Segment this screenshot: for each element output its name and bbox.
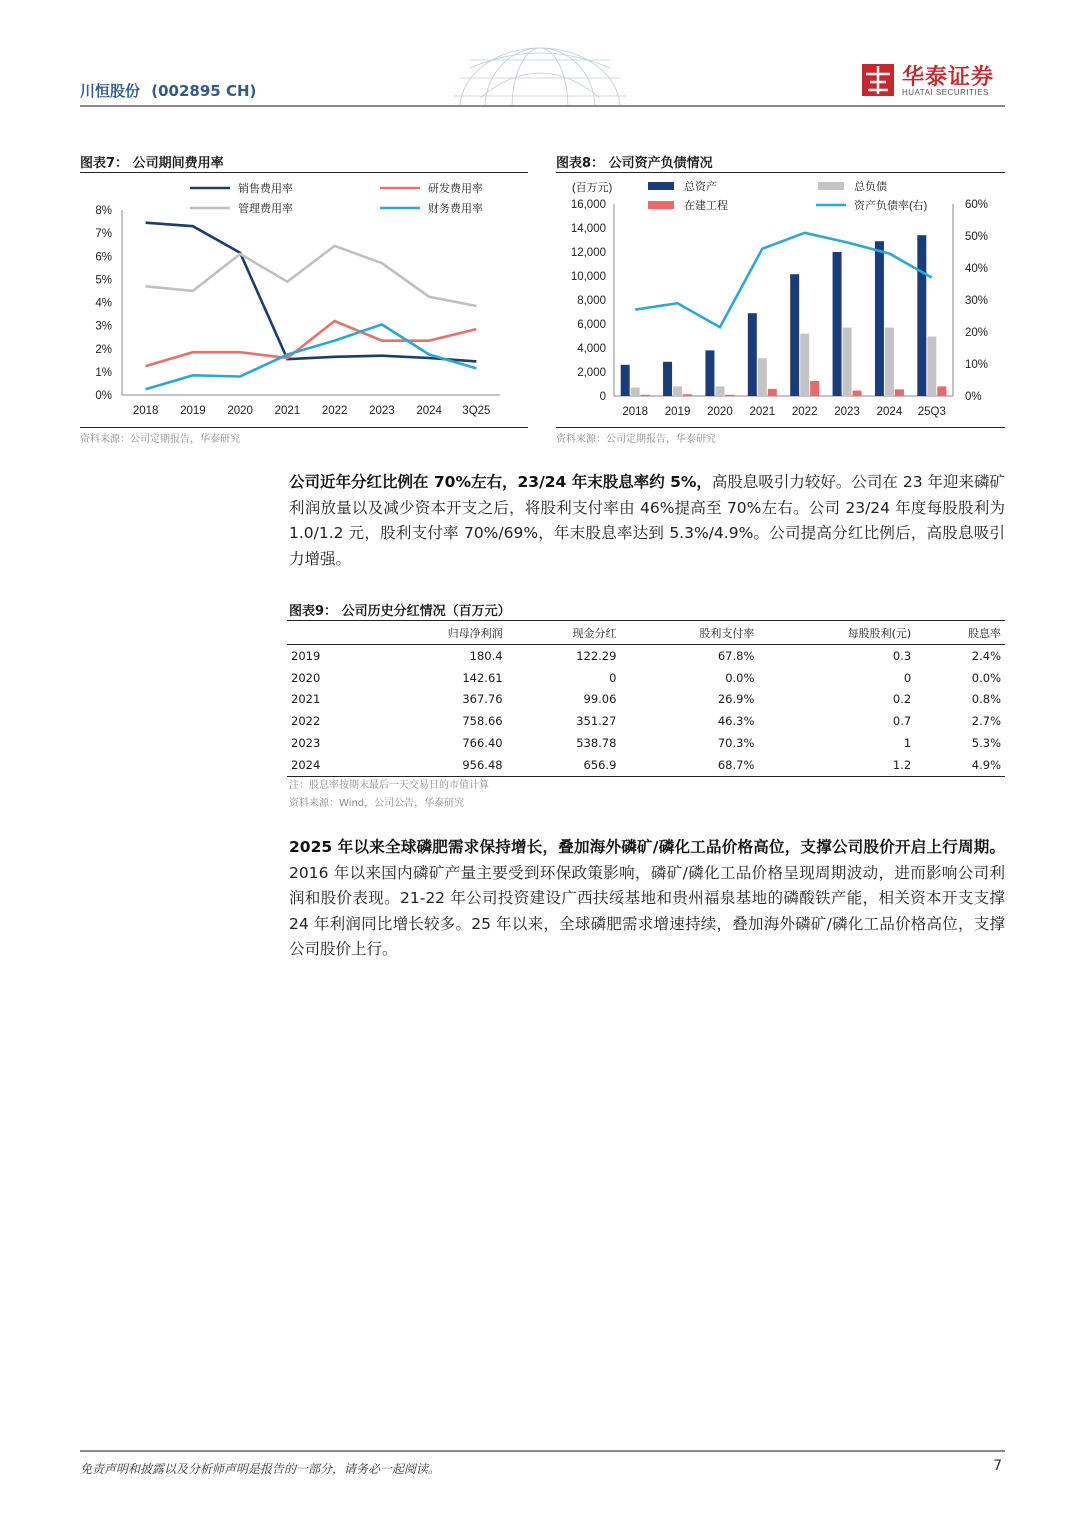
fig8-y2-tick-label: 0% xyxy=(965,391,982,403)
fig8-bar xyxy=(683,394,692,396)
fig7-y-tick-label: 3% xyxy=(95,320,112,333)
fig8-bar xyxy=(725,395,734,396)
fig7-x-tick-label: 2018 xyxy=(132,405,159,417)
fig9-note: 注：股息率按期末最后一天交易日的市值计算 xyxy=(289,780,489,791)
fig7-y-tick-label: 7% xyxy=(95,228,112,241)
table-cell: 2022 xyxy=(291,714,321,729)
fig8-bar xyxy=(875,241,884,396)
fig8-y2-tick-label: 60% xyxy=(965,199,989,211)
table-cell: 351.27 xyxy=(576,714,617,729)
huatai-logo-icon xyxy=(862,60,896,98)
fig7-x-tick-label: 2024 xyxy=(416,405,442,417)
paragraph-phosphate-body: 2016 年以来国内磷矿产量主要受到环保政策影响，磷矿/磷化工品价格呈现周期波动，进而影响公司利润和股价表现。21-22 年公司投资建设广西扶绥基地和贵州福泉基地的磷酸铁产能，相关资本开支支撑 24 年利润同比增长较多。25 年以来，全球磷肥需求增速持续，叠加海外磷矿/磷化工品价格高位，支撑公司股价上行。 xyxy=(289,863,1005,958)
footer-disclaimer: 免责声明和披露以及分析师声明是报告的一部分，请务必一起阅读。 xyxy=(80,1462,441,1476)
fig8-bar xyxy=(748,313,757,396)
fig7-legend-label: 管理费用率 xyxy=(238,203,293,215)
table-header-cell: 股息率 xyxy=(915,622,1005,645)
fig7-y-tick-label: 4% xyxy=(95,297,112,310)
fig8-x-tick-label: 2020 xyxy=(707,406,733,418)
fig7-legend-label: 销售费用率 xyxy=(238,183,293,195)
fig8-chart xyxy=(556,175,1005,425)
table-cell: 766.40 xyxy=(462,736,503,751)
fig8-y-tick-label: 6,000 xyxy=(577,319,606,331)
fig8-bar xyxy=(758,358,767,396)
fig8-bar xyxy=(810,381,819,396)
table-cell: 67.8% xyxy=(717,648,755,663)
paragraph-dividend-lead: 公司近年分红比例在 70%左右，23/24 年末股息率约 5%， xyxy=(289,473,712,491)
table-cell: 0.3 xyxy=(892,648,912,663)
fig8-bar xyxy=(673,386,682,396)
table-cell: 1.2 xyxy=(758,754,915,776)
fig8-legend-label: 总负债 xyxy=(854,181,887,193)
paragraph-phosphate-lead: 2025 年以来全球磷肥需求保持增长，叠加海外磷矿/磷化工品价格高位，支撑公司股价开启上行周期。 xyxy=(289,838,1005,856)
fig7-y-tick-label: 6% xyxy=(95,251,112,264)
table-row xyxy=(287,710,1005,732)
table-cell: 2.4% xyxy=(971,648,1001,663)
table-header-row xyxy=(287,622,1005,645)
fig7-title: 图表7： 公司期间费用率 xyxy=(80,156,224,171)
table-cell: 46.3% xyxy=(717,714,755,729)
fig8-bar xyxy=(853,391,862,396)
fig8-y-tick-label: 2,000 xyxy=(577,367,606,379)
fig7-x-tick-label: 2019 xyxy=(180,405,206,417)
fig8-bar xyxy=(715,386,724,396)
fig9-source: 资料来源：Wind，公司公告，华泰研究 xyxy=(289,798,465,809)
table-row xyxy=(287,645,1005,667)
fig8-bar xyxy=(927,337,936,396)
fig8-source: 资料来源：公司定期报告，华泰研究 xyxy=(556,434,716,445)
fig8-legend-swatch xyxy=(648,182,674,190)
fig7-legend-label: 财务费用率 xyxy=(428,203,483,215)
logo-text-en: HUATAI SECURITIES xyxy=(902,88,989,97)
fig8-y-tick-label: 16,000 xyxy=(570,199,606,211)
footer-divider xyxy=(80,1450,1005,1452)
company-name: 川恒股份 xyxy=(80,82,141,100)
fig7-legend-label: 研发费用率 xyxy=(428,183,483,195)
fig8-legend-label: 资产负债率(右) xyxy=(854,200,928,212)
fig8-legend-swatch xyxy=(648,201,674,209)
table-header-cell: 归母净利润 xyxy=(369,622,507,645)
table-cell: 0.0% xyxy=(971,670,1001,685)
fig8-bar xyxy=(641,395,650,396)
fig8-title: 图表8： 公司资产负债情况 xyxy=(556,156,713,171)
table-cell: 0.2 xyxy=(892,692,912,707)
fig8-y2-tick-label: 50% xyxy=(965,231,989,243)
fig7-y-tick-label: 5% xyxy=(95,274,112,287)
fig8-bar xyxy=(705,350,714,396)
fig7-x-tick-label: 3Q25 xyxy=(462,405,491,417)
fig8-legend-label: 总资产 xyxy=(684,181,717,193)
table-row xyxy=(287,754,1005,776)
paragraph-dividend-body: 高股息吸引力较好。公司在 23 年迎来磷矿利润放量以及减少资本开支之后，将股利支付率由 46%提高至 70%左右。公司 23/24 年度每股股利为 1.0/1.2 元，股利支付率 70%/69%，年末股息率达到 5.3%/4.9%。公司提高分红比例后，高股息吸引力增强。 xyxy=(289,473,1005,568)
fig7-x-tick-label: 2022 xyxy=(321,405,348,417)
table-cell: 0 xyxy=(903,670,912,685)
fig8-y2-tick-label: 20% xyxy=(965,327,989,339)
table-cell: 2019 xyxy=(291,648,321,663)
table-cell: 956.48 xyxy=(369,754,507,776)
fig8-bottom-rule xyxy=(556,427,1005,428)
table-header-cell xyxy=(287,622,369,645)
report-header-company xyxy=(80,80,256,101)
fig8-x-tick-label: 25Q3 xyxy=(917,406,946,418)
fig8-y-tick-label: 12,000 xyxy=(570,247,606,259)
fig8-x-tick-label: 2019 xyxy=(664,406,691,418)
table-cell: 1 xyxy=(903,736,912,751)
fig8-y-tick-label: 14,000 xyxy=(570,223,606,235)
fig8-y-tick-label: 4,000 xyxy=(577,343,606,355)
fig7-y-tick-label: 2% xyxy=(95,343,112,356)
fig7-y-tick-label: 8% xyxy=(95,205,112,217)
table-header-cell: 股利支付率 xyxy=(620,622,758,645)
huatai-logo xyxy=(862,60,1007,102)
table-header-cell: 每股股利(元) xyxy=(758,622,915,645)
table-cell: 26.9% xyxy=(717,692,755,707)
fig8-y2-tick-label: 40% xyxy=(965,263,989,275)
table-header-cell: 现金分红 xyxy=(507,622,621,645)
fig8-bar xyxy=(885,328,894,396)
table-cell: 2023 xyxy=(291,736,321,751)
fig8-y2-tick-label: 30% xyxy=(965,295,989,307)
fig8-x-tick-label: 2022 xyxy=(791,406,818,418)
table-cell: 2020 xyxy=(291,670,321,685)
fig8-bar xyxy=(621,365,630,396)
fig8-legend-swatch xyxy=(818,182,844,190)
fig8-bar xyxy=(843,328,852,396)
fig8-x-tick-label: 2018 xyxy=(622,406,648,418)
fig8-y-tick-label: 8,000 xyxy=(577,295,606,307)
table-cell: 2024 xyxy=(287,754,369,776)
table-cell: 122.29 xyxy=(576,648,617,663)
table-cell: 0.8% xyxy=(971,692,1001,707)
fig8-x-tick-label: 2021 xyxy=(749,406,776,418)
fig8-bar xyxy=(790,274,799,396)
fig8-unit-label: (百万元) xyxy=(572,182,613,194)
fig7-bottom-rule xyxy=(80,427,528,428)
fig8-legend-label: 在建工程 xyxy=(684,200,728,212)
table-row xyxy=(287,732,1005,754)
fig8-ratio-line xyxy=(635,233,932,327)
fig8-bar xyxy=(917,235,926,396)
company-ticker: (002895 CH) xyxy=(151,82,257,100)
fig8-bar xyxy=(937,386,946,396)
page-number: 7 xyxy=(993,1458,1002,1474)
fig8-bar xyxy=(800,334,809,396)
logo-text-cn: 华泰证券 xyxy=(902,65,995,90)
table-cell: 2.7% xyxy=(971,714,1001,729)
fig8-title-rule xyxy=(556,172,1005,173)
table-cell: 0.0% xyxy=(725,670,755,685)
fig8-y-tick-label: 10,000 xyxy=(570,271,606,283)
fig8-bar xyxy=(833,252,842,396)
fig7-y-tick-label: 1% xyxy=(95,366,112,379)
table-cell: 142.61 xyxy=(462,670,503,685)
table-cell: 0.7 xyxy=(892,714,912,729)
table-cell: 4.9% xyxy=(915,754,1005,776)
fig8-bar xyxy=(895,389,904,396)
fig8-x-tick-label: 2024 xyxy=(876,406,903,418)
fig7-y-tick-label: 0% xyxy=(95,390,112,402)
table-cell: 68.7% xyxy=(620,754,758,776)
header-divider xyxy=(80,105,1005,107)
table-cell: 2021 xyxy=(291,692,321,707)
fig8-bar xyxy=(631,388,640,396)
fig8-bar xyxy=(768,389,777,396)
table-cell: 758.66 xyxy=(462,714,503,729)
fig7-title-rule xyxy=(80,172,528,173)
dividend-history-table xyxy=(287,622,1005,777)
fig7-series-line xyxy=(146,321,477,366)
table-cell: 0 xyxy=(609,670,617,685)
paragraph-dividend xyxy=(289,470,1005,572)
table-row xyxy=(287,667,1005,689)
table-cell: 5.3% xyxy=(971,736,1001,751)
fig7-x-tick-label: 2023 xyxy=(369,405,395,417)
table-cell: 367.76 xyxy=(462,692,503,707)
table-cell: 99.06 xyxy=(583,692,617,707)
fig7-source: 资料来源：公司定期报告，华泰研究 xyxy=(80,434,240,445)
fig7-chart xyxy=(80,175,528,425)
fig8-x-tick-label: 2023 xyxy=(834,406,860,418)
table-cell: 70.3% xyxy=(717,736,755,751)
table-row xyxy=(287,689,1005,711)
table-cell: 538.78 xyxy=(576,736,617,751)
table-cell: 180.4 xyxy=(469,648,503,663)
fig7-x-tick-label: 2021 xyxy=(274,405,301,417)
fig9-title: 图表9： 公司历史分红情况（百万元） xyxy=(289,604,511,619)
fig7-series-line xyxy=(146,246,477,306)
paragraph-phosphate-cycle xyxy=(289,835,1005,963)
globe-decoration-icon xyxy=(440,38,640,106)
fig8-y-tick-label: 0 xyxy=(599,391,606,403)
fig8-bar xyxy=(663,362,672,396)
fig8-y2-tick-label: 10% xyxy=(965,359,989,371)
fig7-x-tick-label: 2020 xyxy=(227,405,253,417)
fig9-title-rule xyxy=(287,620,1005,621)
table-cell: 656.9 xyxy=(507,754,621,776)
